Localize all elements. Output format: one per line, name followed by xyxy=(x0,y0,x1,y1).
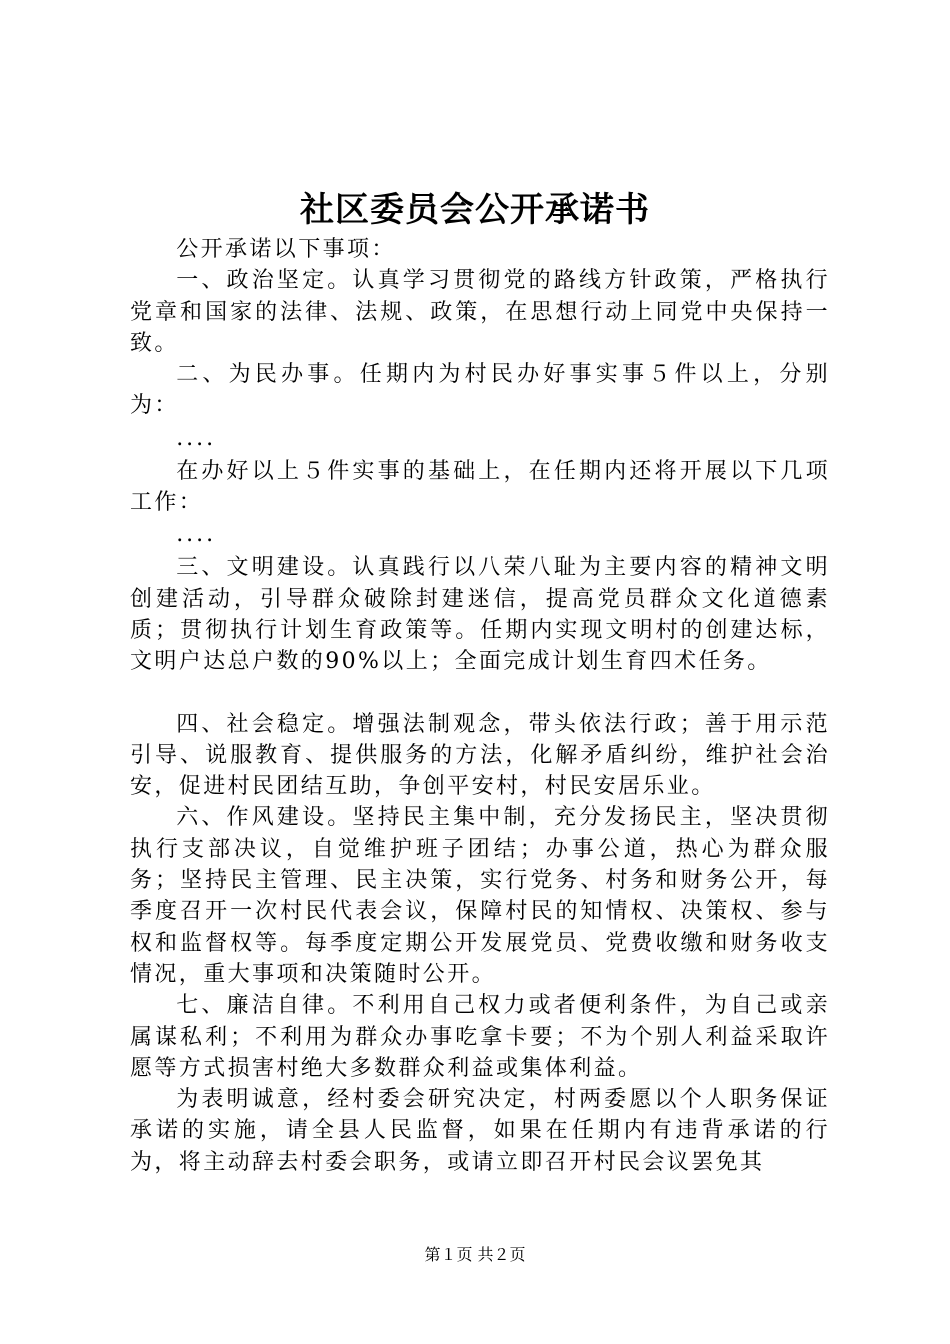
paragraph-item-7: 七、廉洁自律。不利用自己权力或者便利条件，为自己或亲属谋私利；不利用为群众办事吃拿卡要；不为个别人利益采取许愿等方式损害村绝大多数群众利益或集体利益。 xyxy=(130,993,830,1081)
ellipsis-line: .... xyxy=(176,425,217,451)
ellipsis-line: .... xyxy=(176,522,217,548)
page-footer: 第１页 共２页 xyxy=(424,1245,526,1264)
document-title: 社区委员会公开承诺书 xyxy=(300,190,650,230)
paragraph-item-6: 六、作风建设。坚持民主集中制，充分发扬民主，坚决贯彻执行支部决议，自觉维护班子团结；办事公道，热心为群众服务；坚持民主管理、民主决策，实行党务、村务和财务公开，每季度召开一次村民代表会议，保障村民的知情权、决策权、参与权和监督权等。每季度定期公开发展党员、党费收缴和财务收支情况，重大事项和决策随时公开。 xyxy=(130,805,830,987)
paragraph-extra-work: 在办好以上５件实事的基础上，在任期内还将开展以下几项工作： xyxy=(130,458,830,516)
document-body xyxy=(130,234,830,1178)
paragraph-item-1: 一、政治坚定。认真学习贯彻党的路线方针政策，严格执行党章和国家的法律、法规、政策，在思想行动上同党中央保持一致。 xyxy=(130,268,830,356)
paragraph-item-4: 四、社会稳定。增强法制观念，带头依法行政；善于用示范引导、说服教育、提供服务的方法，化解矛盾纠纷，维护社会治安，促进村民团结互助，争创平安村，村民安居乐业。 xyxy=(130,711,830,800)
paragraph-item-3: 三、文明建设。认真践行以八荣八耻为主要内容的精神文明创建活动，引导群众破除封建迷信，提高党员群众文化道德素质；贯彻执行计划生育政策等。任期内实现文明村的创建达标，文明户达总户数的90%以上；全面完成计划生育四术任务。 xyxy=(130,555,830,675)
blank-line xyxy=(130,678,830,709)
paragraph-intro: 公开承诺以下事项： xyxy=(176,237,396,262)
paragraph-item-2: 二、为民办事。任期内为村民办好事实事５件以上，分别为： xyxy=(130,362,830,419)
paragraph-pledge: 为表明诚意，经村委会研究决定，村两委愿以个人职务保证承诺的实施，请全县人民监督，如果在任期内有违背承诺的行为，将主动辞去村委会职务，或请立即召开村民会议罢免其 xyxy=(130,1087,830,1175)
